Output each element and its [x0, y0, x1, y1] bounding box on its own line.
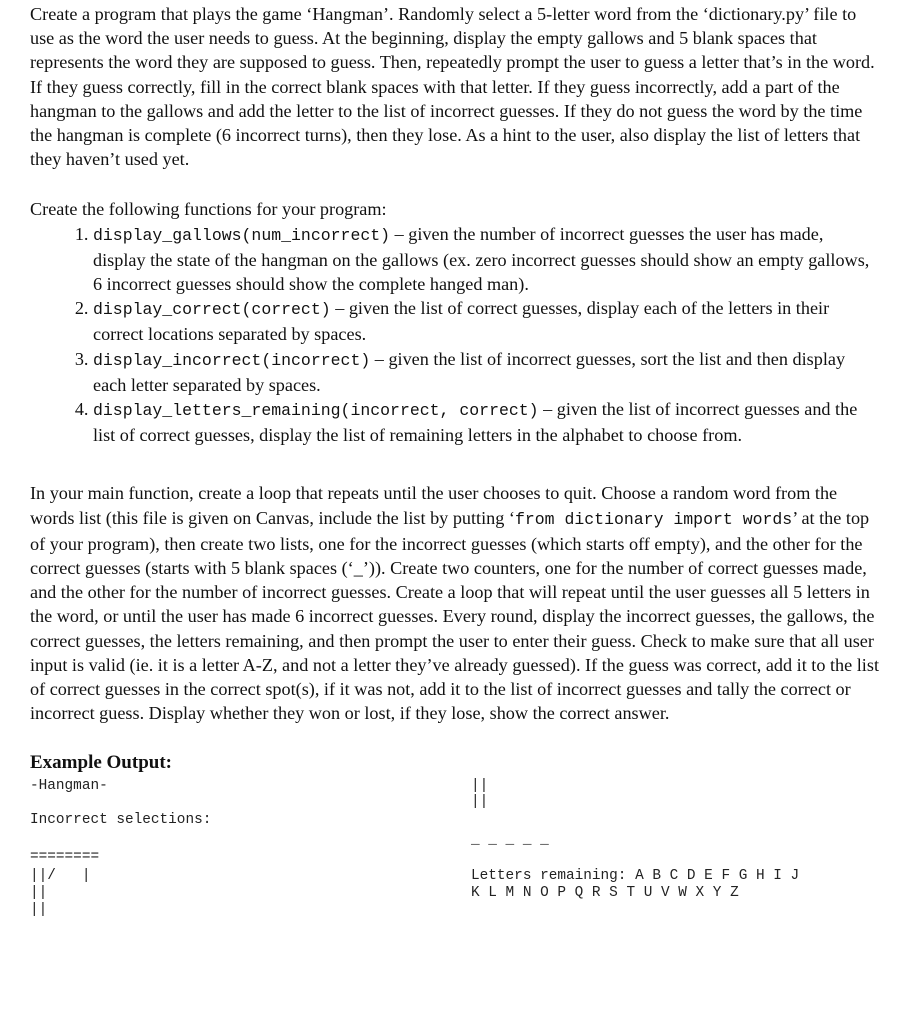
function-signature: display_correct(correct): [93, 300, 331, 320]
main-paragraph: [30, 481, 880, 725]
function-description: – given the list of incorrect guesses, sort the list and then display each letter separated by spaces.: [93, 348, 846, 395]
functions-lead: Create the following functions for your program:: [30, 199, 387, 220]
gallows-row: ||: [30, 901, 48, 918]
letters-row: A B C D E F G H I J: [635, 867, 800, 884]
intro-paragraph: Create a program that plays the game ‘Hangman’. Randomly select a 5-letter word from the ‘dictionary.py’ file to use as the word the user needs to guess. At the beginning, display the empty gallows and 5 blank spaces that represents the word they are supposed to guess. Then, repeatedly prompt the user to guess a letter that’s in the word. If they guess correctly, fill in the correct blank spaces with that letter. If they guess incorrectly, add a part of the hangman to the gallows and add the letter to the list of incorrect guesses. If they do not guess the word by the time the hangman is complete (6 incorrect turns), then they lose. As a hint to the user, also display the list of letters that they haven’t used yet.: [30, 4, 875, 170]
letters-row: K L M N O P Q R S T U V W X Y Z: [471, 884, 739, 901]
function-item: [93, 222, 880, 297]
gallows-row: ||: [30, 884, 48, 901]
main-text-2: ’ at the top of your program), then create two lists, one for the incorrect guesses (which starts off empty), and the other for the correct guesses (starts with 5 blank spaces (‘_’)). Create two counters, one for the number of correct guesses made, and the other for the number of incorrect guesses. Create a loop that will repeat until the user guesses all 5 letters in the word, or until the user has made 6 incorrect guesses. Every round, display the incorrect guesses, the gallows, the correct guesses, the letters remaining, and then prompt the user to enter their guess. Check to make sure that all user input is valid (ie. it is a letter A-Z, and not a letter they’ve already guessed). If the guess was correct, add it to the list of correct guesses in the correct spot(s), if it was not, add it to the list of incorrect guesses and tally the correct or incorrect guess. Display whether they won or lost, if they lose, show the correct answer.: [30, 507, 879, 724]
word-blanks: _ _ _ _ _: [471, 831, 549, 848]
function-description: – given the list of incorrect guesses and the list of correct guesses, display the list of remaining letters in the alphabet to choose from.: [93, 399, 858, 446]
functions-list: [30, 222, 880, 448]
function-signature: display_gallows(num_incorrect): [93, 225, 391, 245]
function-signature: display_incorrect(incorrect): [93, 350, 371, 370]
function-item: [93, 347, 880, 397]
function-description: – given the list of correct guesses, display each of the letters in their correct locations separated by spaces.: [93, 298, 830, 345]
function-item: [93, 296, 880, 346]
example-output: [30, 778, 880, 938]
gallows-post: ||: [471, 777, 489, 794]
gallows-top: ========: [30, 848, 100, 865]
assignment-document: [30, 2, 880, 938]
import-code: from dictionary import words: [514, 509, 793, 529]
example-heading: Example Output:: [30, 752, 172, 774]
function-description: – given the number of incorrect guesses the user has made, display the state of the hangman on the gallows (ex. zero incorrect guesses should show an empty gallows, 6 incorrect guesses should show the complete hanged man).: [93, 223, 870, 295]
letters-remaining-label: Letters remaining:: [471, 867, 627, 884]
gallows-row: ||/ |: [30, 867, 91, 884]
letters-remaining-line: [471, 868, 799, 885]
function-item: [93, 397, 880, 447]
main-text-1: In your main function, create a loop that repeats until the user chooses to quit. Choose a random word from the words list (this file is given on Canvas, include the list by putting ‘: [30, 483, 838, 528]
function-signature: display_letters_remaining(incorrect, correct): [93, 401, 539, 421]
output-title: -Hangman-: [30, 777, 108, 794]
output-incorrect-label: Incorrect selections:: [30, 811, 212, 828]
gallows-post: ||: [471, 793, 489, 810]
